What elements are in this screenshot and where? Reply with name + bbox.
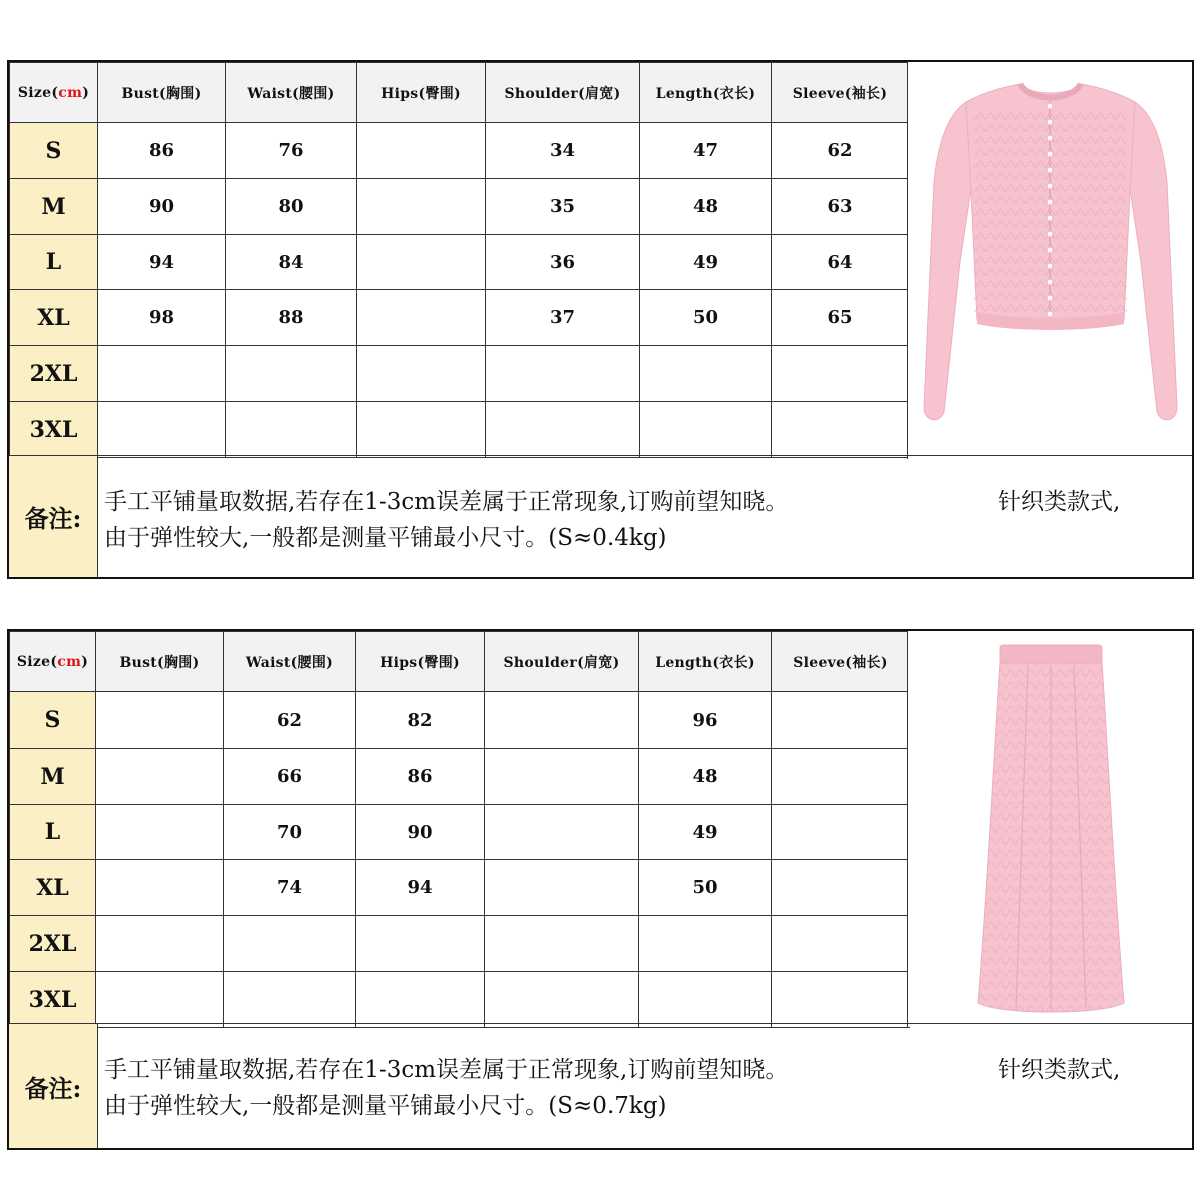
size-chart-skirt — [7, 629, 1194, 1150]
table-row — [10, 749, 910, 805]
waist-value: 80 — [226, 179, 357, 235]
header-length: Length(衣长) — [639, 632, 772, 692]
header-bust: Bust(胸围) — [98, 63, 226, 123]
shoulder-value — [486, 346, 640, 402]
sleeve-value — [772, 749, 910, 805]
bust-value — [96, 692, 224, 749]
size-label: L — [10, 235, 98, 290]
size-label: M — [10, 749, 96, 805]
bust-value: 98 — [98, 290, 226, 346]
shoulder-value — [485, 860, 639, 916]
sleeve-value: 62 — [772, 123, 909, 179]
sleeve-value: 65 — [772, 290, 909, 346]
bust-value — [98, 402, 226, 458]
size-label: 2XL — [10, 916, 96, 972]
hips-value — [356, 972, 485, 1028]
notes-text: 手工平铺量取数据,若存在1-3cm误差属于正常现象,订购前望知晓。 — [104, 1057, 789, 1083]
shoulder-value — [485, 916, 639, 972]
waist-value: 76 — [226, 123, 357, 179]
bust-value — [96, 860, 224, 916]
waist-value: 88 — [226, 290, 357, 346]
notes-text: 手工平铺量取数据,若存在1-3cm误差属于正常现象,订购前望知晓。 — [104, 489, 789, 515]
length-value: 48 — [639, 749, 772, 805]
hips-value — [357, 179, 486, 235]
size-table — [9, 62, 909, 458]
waist-value — [226, 346, 357, 402]
header-hips: Hips(臀围) — [357, 63, 486, 123]
header-sleeve: Sleeve(袖长) — [772, 63, 909, 123]
shoulder-value — [486, 402, 640, 458]
length-value: 96 — [639, 692, 772, 749]
waist-value: 70 — [224, 805, 356, 860]
size-label: XL — [10, 860, 96, 916]
notes-label: 备注: — [9, 1024, 98, 1148]
header-waist: Waist(腰围) — [224, 632, 356, 692]
hips-value — [356, 916, 485, 972]
shoulder-value — [485, 749, 639, 805]
notes-body — [98, 456, 1192, 577]
header-bust: Bust(胸围) — [96, 632, 224, 692]
shoulder-value: 36 — [486, 235, 640, 290]
size-table — [9, 631, 910, 1028]
waist-value: 66 — [224, 749, 356, 805]
size-label: 3XL — [10, 402, 98, 458]
bust-value — [96, 916, 224, 972]
waist-value — [224, 916, 356, 972]
sleeve-value: 64 — [772, 235, 909, 290]
size-label: S — [10, 123, 98, 179]
notes-knit-note: 针织类款式, — [998, 1057, 1121, 1083]
sleeve-value — [772, 916, 910, 972]
header-row — [10, 63, 909, 123]
table-row — [10, 402, 909, 458]
table-row — [10, 346, 909, 402]
bust-value — [98, 346, 226, 402]
shoulder-value: 34 — [486, 123, 640, 179]
table-row — [10, 692, 910, 749]
notes-section — [9, 1023, 1192, 1148]
size-label: 3XL — [10, 972, 96, 1028]
size-label: 2XL — [10, 346, 98, 402]
hips-value: 94 — [356, 860, 485, 916]
bust-value — [96, 749, 224, 805]
table-row — [10, 123, 909, 179]
header-size: Size(cm) — [10, 63, 98, 123]
hips-value: 86 — [356, 749, 485, 805]
bust-value: 90 — [98, 179, 226, 235]
shoulder-value — [485, 972, 639, 1028]
shoulder-value — [485, 805, 639, 860]
notes-knit-note: 针织类款式, — [998, 489, 1121, 515]
length-value — [639, 916, 772, 972]
header-sleeve: Sleeve(袖长) — [772, 632, 910, 692]
sleeve-value — [772, 402, 909, 458]
header-size: Size(cm) — [10, 632, 96, 692]
header-shoulder: Shoulder(肩宽) — [486, 63, 640, 123]
bust-value: 86 — [98, 123, 226, 179]
waist-value: 62 — [224, 692, 356, 749]
hips-value — [357, 346, 486, 402]
header-hips: Hips(臀围) — [356, 632, 485, 692]
shoulder-value — [485, 692, 639, 749]
bust-value — [96, 805, 224, 860]
sleeve-value — [772, 346, 909, 402]
length-value — [639, 972, 772, 1028]
table-row — [10, 972, 910, 1028]
hips-value — [357, 290, 486, 346]
table-row — [10, 179, 909, 235]
notes-section — [9, 455, 1192, 577]
table-row — [10, 235, 909, 290]
notes-body — [98, 1024, 1192, 1148]
table-row — [10, 860, 910, 916]
table-row — [10, 916, 910, 972]
hips-value: 90 — [356, 805, 485, 860]
hips-value — [357, 123, 486, 179]
pink-cardigan-image — [907, 62, 1192, 459]
header-shoulder: Shoulder(肩宽) — [485, 632, 639, 692]
size-label: L — [10, 805, 96, 860]
size-label: XL — [10, 290, 98, 346]
header-waist: Waist(腰围) — [226, 63, 357, 123]
waist-value — [224, 972, 356, 1028]
length-value — [640, 402, 772, 458]
sleeve-value: 63 — [772, 179, 909, 235]
size-chart-cardigan — [7, 60, 1194, 579]
bust-value: 94 — [98, 235, 226, 290]
hips-value: 82 — [356, 692, 485, 749]
shoulder-value: 37 — [486, 290, 640, 346]
notes-text: 由于弹性较大,一般都是测量平铺最小尺寸。(S≈0.7kg) — [104, 1093, 667, 1119]
notes-text: 由于弹性较大,一般都是测量平铺最小尺寸。(S≈0.4kg) — [104, 525, 667, 551]
hips-value — [357, 235, 486, 290]
shoulder-value: 35 — [486, 179, 640, 235]
size-label: S — [10, 692, 96, 749]
length-value: 47 — [640, 123, 772, 179]
length-value: 49 — [639, 805, 772, 860]
hips-value — [357, 402, 486, 458]
bust-value — [96, 972, 224, 1028]
length-value: 48 — [640, 179, 772, 235]
length-value: 50 — [640, 290, 772, 346]
sleeve-value — [772, 805, 910, 860]
pink-skirt-image — [907, 631, 1192, 1027]
waist-value: 84 — [226, 235, 357, 290]
notes-label: 备注: — [9, 456, 98, 577]
header-length: Length(衣长) — [640, 63, 772, 123]
sleeve-value — [772, 692, 910, 749]
header-row — [10, 632, 910, 692]
size-label: M — [10, 179, 98, 235]
waist-value — [226, 402, 357, 458]
length-value: 50 — [639, 860, 772, 916]
table-row — [10, 805, 910, 860]
length-value: 49 — [640, 235, 772, 290]
sleeve-value — [772, 860, 910, 916]
table-row — [10, 290, 909, 346]
length-value — [640, 346, 772, 402]
sleeve-value — [772, 972, 910, 1028]
waist-value: 74 — [224, 860, 356, 916]
